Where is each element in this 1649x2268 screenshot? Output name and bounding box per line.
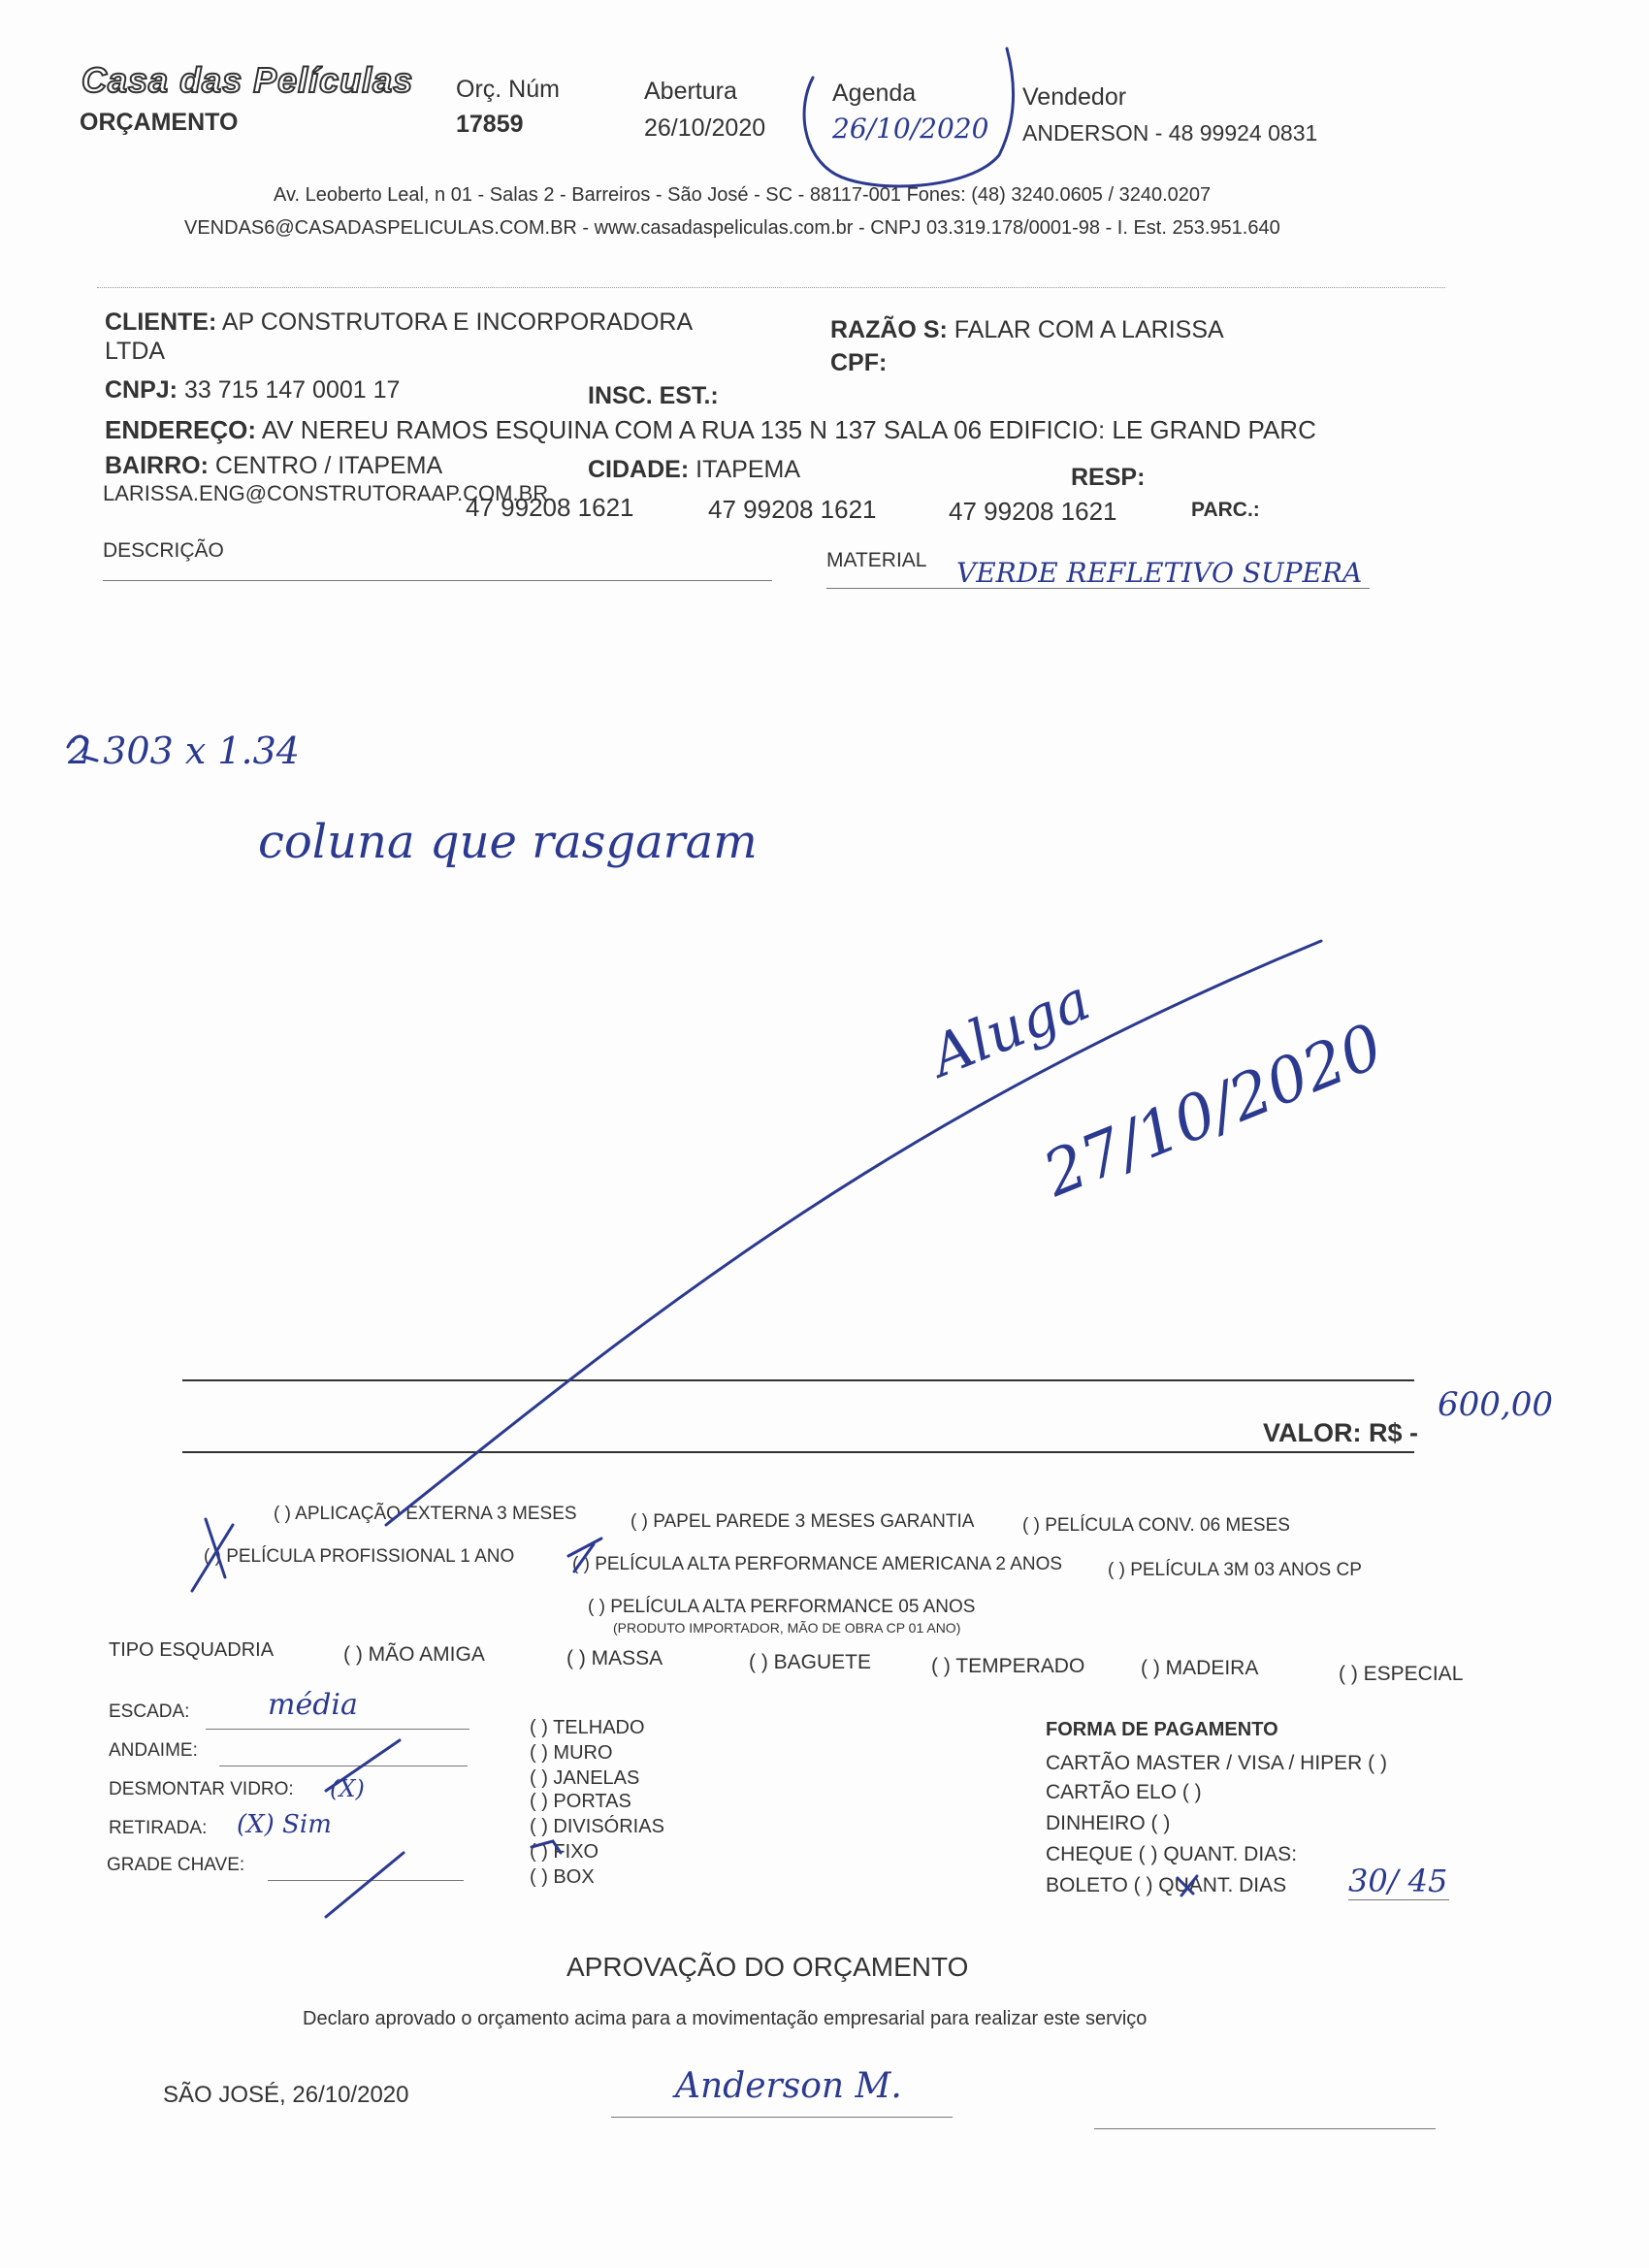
company-logo: Casa das Películas <box>81 60 414 100</box>
abertura-label: Abertura <box>644 78 737 105</box>
insc-est-label: INSC. EST.: <box>588 382 719 409</box>
dias-handwritten: 30/ 45 <box>1348 1863 1448 1899</box>
option-alta-05-note: (PRODUTO IMPORTADOR, MÃO DE OBRA CP 01 ANO) <box>613 1620 961 1636</box>
endereco-label: ENDEREÇO: <box>105 415 257 444</box>
option-alta-americana: ( ) PELÍCULA ALTA PERFORMANCE AMERICANA 2 ANOS <box>572 1554 1063 1574</box>
desmontar-handwritten: (X) <box>330 1775 365 1802</box>
contact-line: VENDAS6@CASADASPELICULAS.COM.BR - www.casadaspeliculas.com.br - CNPJ 03.319.178/0001-98 - I. Est. 253.951.640 <box>184 217 1280 239</box>
esquadria-mao-amiga: ( ) MÃO AMIGA <box>343 1643 485 1666</box>
agenda-circle <box>804 49 1013 186</box>
andaime-strike <box>326 1740 400 1791</box>
fixo-check <box>532 1841 561 1853</box>
grade-chave-label: GRADE CHAVE: <box>107 1855 245 1875</box>
americana-check <box>568 1539 601 1571</box>
local-janelas: ( ) JANELAS <box>530 1767 640 1789</box>
address-line: Av. Leoberto Leal, n 01 - Salas 2 - Barreiros - São José - SC - 88117-001 Fones: (48) 3240.0605 / 3240.0207 <box>274 184 1212 206</box>
pagamento-cheque: CHEQUE ( ) QUANT. DIAS: <box>1046 1843 1298 1865</box>
option-conv: ( ) PELÍCULA CONV. 06 MESES <box>1022 1515 1290 1536</box>
pagamento-boleto: BOLETO ( ) QUANT. DIAS <box>1046 1874 1287 1896</box>
option-alta-05: ( ) PELÍCULA ALTA PERFORMANCE 05 ANOS <box>588 1597 976 1617</box>
esquadria-madeira: ( ) MADEIRA <box>1141 1657 1259 1679</box>
descricao-label: DESCRIÇÃO <box>103 539 224 562</box>
vendedor-value: ANDERSON - 48 99924 0831 <box>1022 120 1318 146</box>
local-divisorias: ( ) DIVISÓRIAS <box>530 1816 664 1837</box>
cliente-name: AP CONSTRUTORA E INCORPORADORA <box>221 308 694 336</box>
pagamento-cartao-master: CARTÃO MASTER / VISA / HIPER ( ) <box>1046 1752 1388 1774</box>
profissional-cross-a <box>206 1519 225 1577</box>
cliente-name-line2: LTDA <box>105 338 166 365</box>
escada-label: ESCADA: <box>109 1701 190 1722</box>
razao-label: RAZÃO S: <box>830 316 948 343</box>
resp-label: RESP: <box>1071 464 1146 491</box>
boleto-check <box>1178 1876 1197 1895</box>
esquadria-especial: ( ) ESPECIAL <box>1339 1663 1464 1685</box>
measure-number-mark <box>68 736 97 761</box>
option-aplicacao: ( ) APLICAÇÃO EXTERNA 3 MESES <box>274 1504 577 1524</box>
handwritten-note-word: Aluga <box>922 966 1099 1090</box>
pagamento-title: FORMA DE PAGAMENTO <box>1046 1719 1278 1740</box>
esquadria-temperado: ( ) TEMPERADO <box>931 1655 1085 1677</box>
parc-label: PARC.: <box>1191 499 1260 521</box>
diagonal-strike <box>386 941 1321 1525</box>
handwritten-note-date: 27/10/2020 <box>1034 1010 1393 1212</box>
bairro-label: BAIRRO: <box>105 452 209 479</box>
endereco-value: AV NEREU RAMOS ESQUINA COM A RUA 135 N 137 SALA 06 EDIFICIO: LE GRAND PARC <box>261 415 1316 444</box>
andaime-label: ANDAIME: <box>109 1740 198 1761</box>
signature: Anderson M. <box>675 2066 902 2106</box>
handwritten-desc: coluna que rasgaram <box>258 815 758 869</box>
phone-2: 47 99208 1621 <box>708 495 877 524</box>
local-portas: ( ) PORTAS <box>530 1791 631 1812</box>
agenda-handwritten-date: 26/10/2020 <box>832 113 989 145</box>
approval-title: APROVAÇÃO DO ORÇAMENTO <box>566 1952 969 1982</box>
local-telhado: ( ) TELHADO <box>530 1717 645 1738</box>
approval-text: Declaro aprovado o orçamento acima para a movimentação empresarial para realizar este serviço <box>303 2008 1148 2029</box>
escada-handwritten: média <box>268 1688 358 1722</box>
local-fixo: ( ) FIXO <box>530 1841 599 1863</box>
city-date: SÃO JOSÉ, 26/10/2020 <box>163 2082 409 2108</box>
esquadria-label: TIPO ESQUADRIA <box>109 1639 275 1661</box>
cnpj-label: CNPJ: <box>105 376 178 404</box>
bairro-value: CENTRO / ITAPEMA <box>214 452 443 479</box>
phone-3: 47 99208 1621 <box>949 497 1117 526</box>
local-muro: ( ) MURO <box>530 1742 613 1764</box>
abertura-date: 26/10/2020 <box>644 114 766 142</box>
orc-num-label: Orç. Núm <box>456 76 560 103</box>
cpf-label: CPF: <box>830 349 888 376</box>
cliente-label: CLIENTE: <box>105 308 217 336</box>
cidade-value: ITAPEMA <box>695 456 801 483</box>
agenda-label: Agenda <box>832 80 917 107</box>
orc-num: 17859 <box>456 111 524 138</box>
option-profissional: ( ) PELÍCULA PROFISSIONAL 1 ANO <box>204 1546 515 1567</box>
valor-label: VALOR: R$ - <box>1263 1418 1418 1447</box>
razao-value: FALAR COM A LARISSA <box>954 316 1224 343</box>
doc-type: ORÇAMENTO <box>80 109 239 136</box>
pagamento-dinheiro: DINHEIRO ( ) <box>1046 1812 1171 1834</box>
option-papel-parede: ( ) PAPEL PAREDE 3 MESES GARANTIA <box>630 1511 975 1532</box>
esquadria-baguete: ( ) BAGUETE <box>749 1651 872 1673</box>
vendedor-label: Vendedor <box>1022 83 1127 111</box>
cnpj-value: 33 715 147 0001 17 <box>183 376 401 404</box>
pagamento-cartao-elo: CARTÃO ELO ( ) <box>1046 1781 1202 1803</box>
material-handwritten: VERDE REFLETIVO SUPERA <box>956 557 1363 589</box>
phone-1: 47 99208 1621 <box>466 493 634 522</box>
handwritten-measure: 2 303 x 1.34 <box>68 729 300 772</box>
retirada-handwritten: (X) Sim <box>237 1810 332 1839</box>
profissional-cross-b <box>192 1525 233 1591</box>
material-label: MATERIAL <box>826 549 927 571</box>
email-value: LARISSA.ENG@CONSTRUTORAAP.COM.BR <box>103 481 549 505</box>
option-3m: ( ) PELÍCULA 3M 03 ANOS CP <box>1108 1560 1362 1580</box>
esquadria-massa: ( ) MASSA <box>566 1647 663 1669</box>
retirada-label: RETIRADA: <box>109 1818 208 1838</box>
grade-strike <box>326 1853 404 1917</box>
local-box: ( ) BOX <box>530 1866 595 1888</box>
cidade-label: CIDADE: <box>588 456 690 483</box>
valor-handwritten: 600,00 <box>1438 1385 1553 1424</box>
desmontar-label: DESMONTAR VIDRO: <box>109 1779 294 1799</box>
